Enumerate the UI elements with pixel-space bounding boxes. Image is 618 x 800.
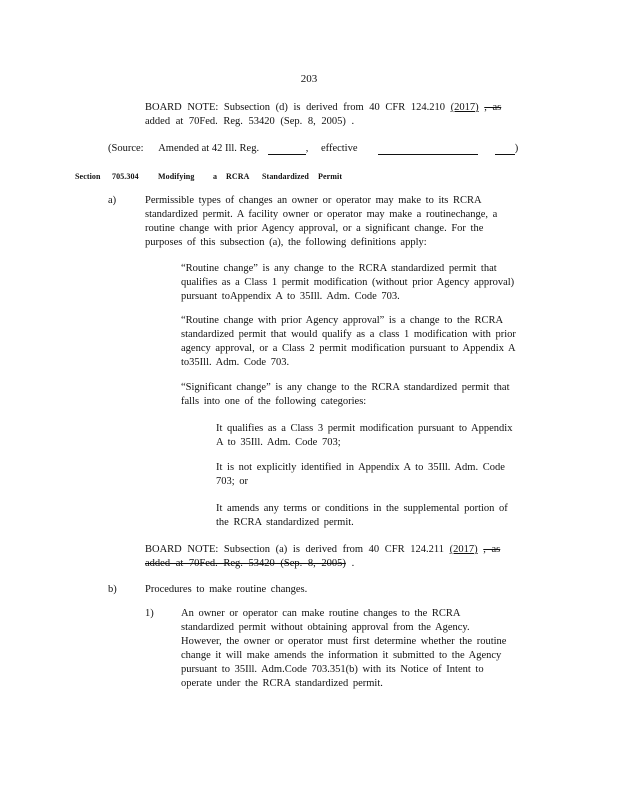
source-effective: effective <box>320 143 358 154</box>
text-line: “Significant change” is any change to the RCRA standardized permit that <box>181 382 510 393</box>
subsection-a-label: a) <box>108 195 117 206</box>
text-line: It is not explicitly identified in Appendix A to 35Ill. Adm. Code <box>216 462 505 473</box>
source-close: ) <box>514 143 519 154</box>
section-label: Section <box>75 172 101 181</box>
text-line: Permissible types of changes an owner or operator may make to its RCRA <box>145 195 482 206</box>
deleted-text: , as <box>483 544 501 555</box>
text-line: However, the owner or operator must first determine whether the routine <box>181 636 507 647</box>
deleted-text: , as <box>484 102 502 113</box>
significant-category-2 <box>216 461 536 489</box>
source-open: (Source: <box>108 143 144 154</box>
board-note-1 <box>145 101 537 129</box>
source-comma: , <box>305 143 309 154</box>
inserted-year: (2017) <box>449 544 478 555</box>
subsection-b-label: b) <box>108 584 117 595</box>
source-line <box>108 142 528 156</box>
section-title-word: Permit <box>318 172 343 181</box>
text-line: pursuant to 35Ill. Adm.Code 703.351(b) with its Notice of Intent to <box>181 664 484 675</box>
text-line: “Routine change” is any change to the RCRA standardized permit that <box>181 263 497 274</box>
definition-routine-change <box>181 262 541 304</box>
text-line: the RCRA standardized permit. <box>216 517 354 528</box>
text-line: change it will make amends the information it submitted to the Agency <box>181 650 502 661</box>
section-title-word: Modifying <box>158 172 195 181</box>
text-line: agency approval, or a Class 2 permit modification pursuant to Appendix A <box>181 343 516 354</box>
board-note-1-line2: added at 70Fed. Reg. 53420 (Sep. 8, 2005) . <box>145 116 355 127</box>
text-line: “Routine change with prior Agency approval” is a change to the RCRA <box>181 315 504 326</box>
section-title-word: a <box>213 172 218 181</box>
text-line: falls into one of the following categories: <box>181 396 367 407</box>
text-line: standardized permit. A facility owner or operator may make a routinechange, a <box>145 209 498 220</box>
period: . <box>351 558 355 569</box>
text-line: purposes of this subsection (a), the following definitions apply: <box>145 237 427 248</box>
item-1-label: 1) <box>145 608 154 619</box>
deleted-text: added at 70Fed. Reg. 53420 (Sep. 8, 2005) <box>145 558 346 569</box>
section-number: 705.304 <box>112 172 139 181</box>
page-number: 203 <box>300 73 318 85</box>
text-line: pursuant toAppendix A to 35Ill. Adm. Code 703. <box>181 291 400 302</box>
board-note-2 <box>145 543 537 571</box>
text-line: standardized permit that would qualify as a class 1 modification with prior <box>181 329 516 340</box>
text-line: standardized permit without obtaining approval from the Agency. <box>181 622 470 633</box>
subsection-b-title: Procedures to make routine changes. <box>145 584 308 595</box>
effective-date-blank <box>378 142 478 155</box>
text-line: to35Ill. Adm. Code 703. <box>181 357 290 368</box>
significant-category-3 <box>216 502 536 530</box>
item-1-text <box>181 607 541 691</box>
source-amended: Amended at 42 Ill. Reg. <box>158 143 260 154</box>
text-line: It qualifies as a Class 3 permit modification pursuant to Appendix <box>216 423 513 434</box>
effective-date-blank-2 <box>495 142 515 155</box>
text-line: 703; or <box>216 476 249 487</box>
text-line: operate under the RCRA standardized permit. <box>181 678 383 689</box>
definition-significant-change <box>181 381 541 409</box>
text-line: It amends any terms or conditions in the supplemental portion of <box>216 503 508 514</box>
section-title-word: Standardized <box>262 172 309 181</box>
inserted-year: (2017) <box>450 102 479 113</box>
definition-routine-change-prior-approval <box>181 314 541 370</box>
register-page-blank <box>268 142 306 155</box>
significant-category-1 <box>216 422 536 450</box>
board-note-2-text: BOARD NOTE: Subsection (a) is derived from 40 CFR 124.211 <box>145 544 450 555</box>
section-title-word: RCRA <box>226 172 250 181</box>
subsection-a-text <box>145 194 540 250</box>
text-line: An owner or operator can make routine changes to the RCRA <box>181 608 461 619</box>
text-line: routine change with prior Agency approval, or a significant change. For the <box>145 223 484 234</box>
text-line: qualifies as a Class 1 permit modification (without prior Agency approval) <box>181 277 515 288</box>
board-note-1-text: BOARD NOTE: Subsection (d) is derived from 40 CFR 124.210 <box>145 102 451 113</box>
text-line: A to 35Ill. Adm. Code 703; <box>216 437 341 448</box>
